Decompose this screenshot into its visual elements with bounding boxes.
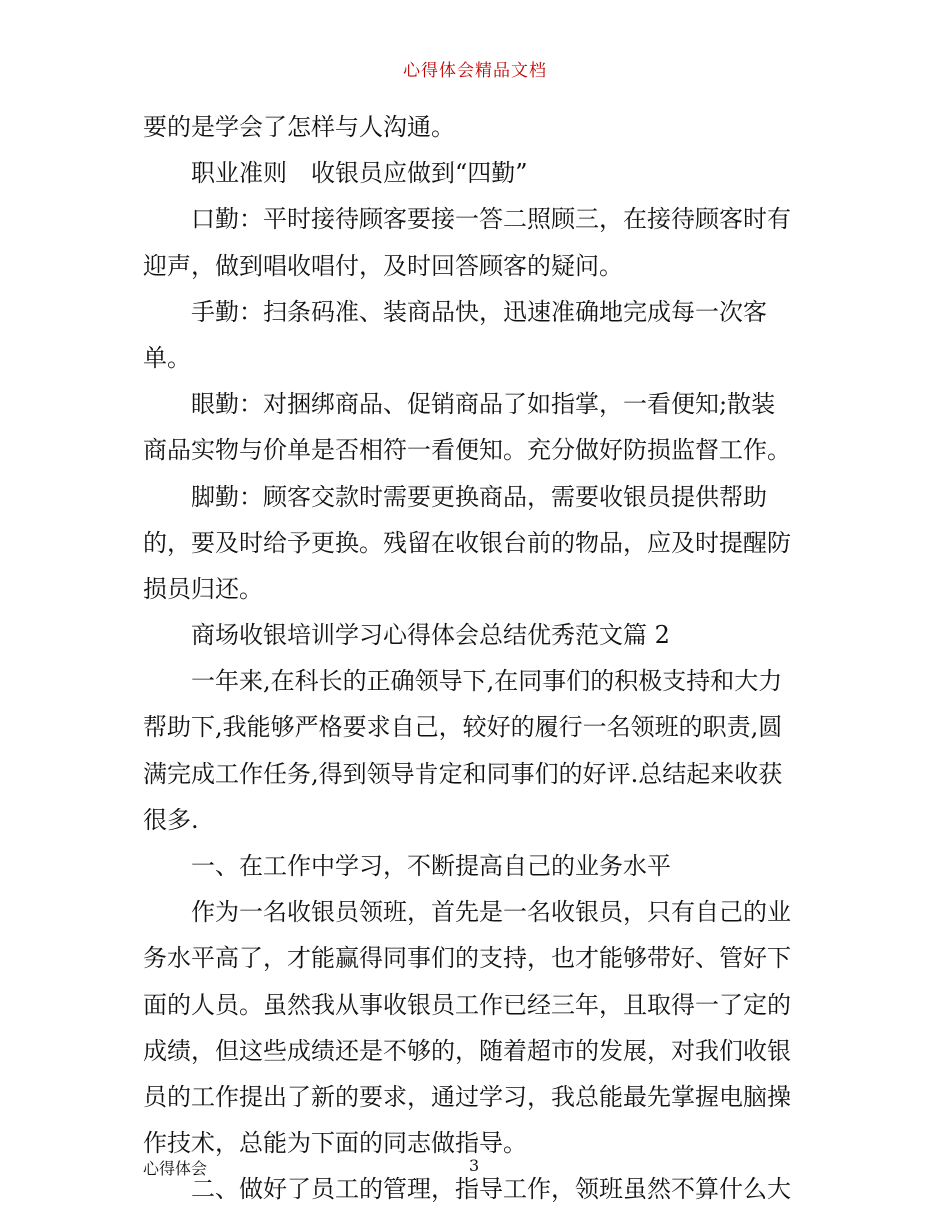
text-line: 作技术，总能为下面的同志做指导。	[143, 1129, 527, 1158]
text-line: 一、在工作中学习，不断提高自己的业务水平	[191, 852, 671, 880]
text-line: 满完成工作任务,得到领导肯定和同事们的好评.总结起来收获	[143, 759, 783, 788]
footer-label: 心得体会	[143, 1159, 208, 1178]
text-line: 帮助下,我能够严格要求自己，较好的履行一名领班的职责,圆	[143, 713, 783, 742]
text-line: 迎声，做到唱收唱付，及时回答顾客的疑问。	[143, 251, 623, 280]
page-header-title: 心得体会精品文档	[403, 61, 547, 81]
text-line: 二、做好了员工的管理，指导工作，领班虽然不算什么大	[191, 1175, 791, 1204]
document-body	[143, 104, 813, 1213]
page-number: 3	[469, 1156, 480, 1175]
text-line: 的，要及时给予更换。残留在收银台前的物品，应及时提醒防	[143, 528, 791, 557]
text-line: 务水平高了，才能赢得同事们的支持，也才能够带好、管好下	[143, 944, 791, 973]
text-line: 成绩，但这些成绩还是不够的，随着超市的发展，对我们收银	[143, 1036, 791, 1065]
text-line: 很多.	[143, 805, 199, 834]
text-line: 商品实物与价单是否相符一看便知。充分做好防损监督工作。	[143, 436, 791, 465]
text-line: 职业准则 收银员应做到“四勤”	[191, 159, 528, 188]
text-line: 员的工作提出了新的要求，通过学习，我总能最先掌握电脑操	[143, 1082, 791, 1111]
text-line: 作为一名收银员领班，首先是一名收银员，只有自己的业	[191, 898, 791, 927]
text-line: 要的是学会了怎样与人沟通。	[143, 113, 455, 141]
text-line: 单。	[143, 343, 191, 372]
text-line: 口勤：平时接待顾客要接一答二照顾三，在接待顾客时有	[191, 205, 791, 234]
text-line: 商场收银培训学习心得体会总结优秀范文篇 2	[191, 621, 670, 650]
text-line: 一年来,在科长的正确领导下,在同事们的积极支持和大力	[191, 667, 783, 696]
text-line: 损员归还。	[143, 574, 263, 603]
text-line: 手勤：扫条码准、装商品快，迅速准确地完成每一次客	[191, 297, 767, 326]
text-line: 面的人员。虽然我从事收银员工作已经三年，且取得一了定的	[143, 990, 791, 1019]
text-line: 眼勤：对捆绑商品、促销商品了如指掌，一看便知;散装	[191, 390, 776, 419]
text-line: 脚勤：顾客交款时需要更换商品，需要收银员提供帮助	[191, 482, 767, 511]
